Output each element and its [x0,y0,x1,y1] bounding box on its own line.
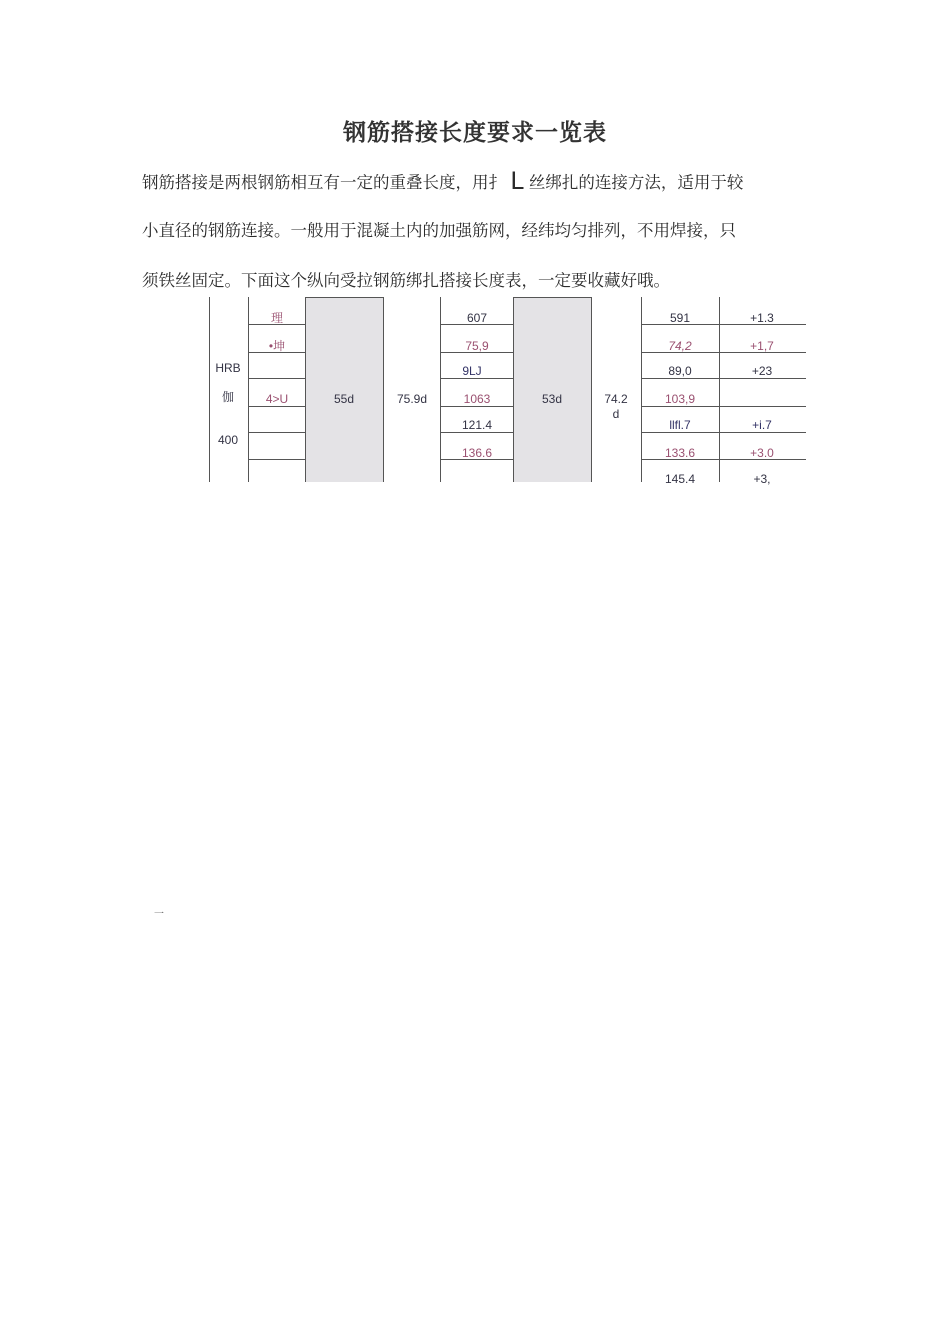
footer-mark: 一 [154,909,164,920]
grade-label-1: 伽 [221,390,235,404]
col9-row-5: +3.0 [750,446,774,460]
merged-cell-1: 55d [333,392,355,406]
intro-line-1-a: 钢筋搭接是两根钢筋相互有一定的重叠长度，用扌 [142,173,505,192]
col2-row-3: 4>U [265,392,289,406]
col9-row-2: +23 [751,364,773,378]
col5-row-4: 121.4 [461,418,493,432]
col8-row-1: 74,2 [668,339,692,353]
grade-label-0: HRB [215,361,241,375]
mid-value-2-b: d [612,407,620,421]
col5-row-0: 607 [466,311,488,325]
page-title: 钢筋搭接长度要求一览表 [343,120,607,146]
col2-row-0: 理 [270,311,284,325]
col5-row-2: 9LJ [462,364,482,378]
merged-cell-2: 53d [541,392,563,406]
merged-cell-1-bg [305,297,383,482]
col5-row-5: 136.6 [461,446,493,460]
col8-row-2: 89,0 [668,364,692,378]
col8-row-0: 591 [669,311,691,325]
col9-row-6: +3, [753,472,771,486]
col8-row-6: 145.4 [664,472,696,486]
intro-line-3: 须铁丝固定。下面这个纵向受拉钢筋绑扎搭接长度表，一定要收藏好哦。 [142,271,670,290]
mid-value-1: 75.9d [396,392,428,406]
mid-value-2-a: 74.2 [604,392,628,406]
lap-length-table [0,0,950,500]
merged-cell-2-bg [513,297,591,482]
col5-row-3: 1063 [463,392,491,406]
grade-label-2: 400 [217,433,239,447]
col9-row-0: +1.3 [750,311,774,325]
col9-row-4: +i.7 [752,418,772,432]
col5-row-1: 75,9 [465,339,489,353]
col9-row-1: +1,7 [750,339,774,353]
intro-line-1-c: 丝绑扎的连接方法，适用于较 [528,173,744,192]
intro-line-2: 小直径的钢筋连接。一般用于混凝土内的加强筋网，经纬均匀排列，不用焊接，只 [142,221,736,240]
col2-row-1: •坤 [268,339,286,353]
col8-row-4: llfl.7 [669,418,691,432]
col8-row-3: 103,9 [664,392,696,406]
intro-line-1-b: L [510,167,524,195]
col8-row-5: 133.6 [664,446,696,460]
